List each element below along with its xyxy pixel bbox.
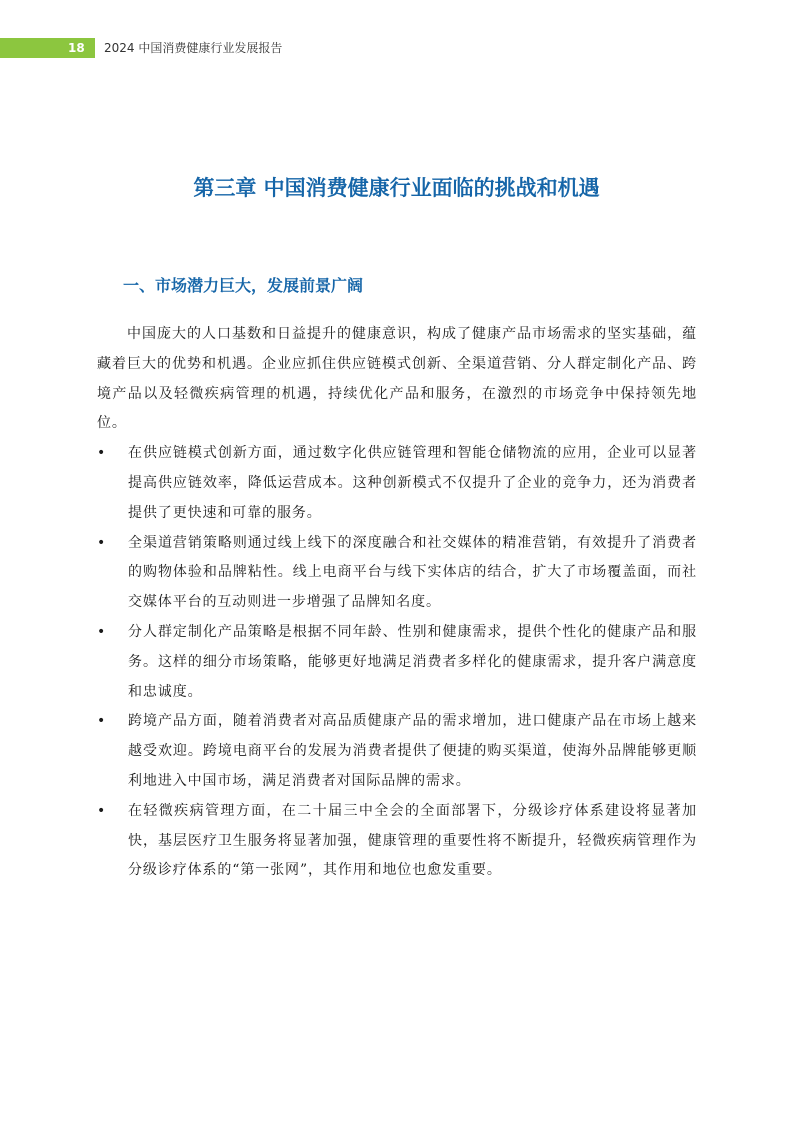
running-header-title: 2024 中国消费健康行业发展报告 [104,41,283,55]
body-content [97,320,697,886]
list-item [97,529,697,618]
list-item-text: 分人群定制化产品策略是根据不同年龄、性别和健康需求，提供个性化的健康产品和服务。这样的细分市场策略，能够更好地满足消费者多样化的健康需求，提升客户满意度和忠诚度。 [128,623,697,700]
list-item-text: 跨境产品方面，随着消费者对高品质健康产品的需求增加，进口健康产品在市场上越来越受欢迎。跨境电商平台的发展为消费者提供了便捷的购买渠道，使海外品牌能够更顺利地进入中国市场，满足消费者对国际品牌的需求。 [128,713,697,789]
list-item-text: 在轻微疾病管理方面，在二十届三中全会的全面部署下，分级诊疗体系建设将显著加快，基层医疗卫生服务将显著加强，健康管理的重要性将不断提升，轻微疾病管理作为分级诊疗体系的“第一张网”，其作用和地位也愈发重要。 [128,802,697,879]
section-title: 一、市场潜力巨大，发展前景广阔 [123,276,364,295]
bullet-icon: • [97,534,107,551]
page-number: 18 [68,41,85,55]
list-item [97,707,697,796]
bullet-icon: • [97,713,107,730]
list-item-text: 在供应链模式创新方面，通过数字化供应链管理和智能仓储物流的应用，企业可以显著提高供应链效率，降低运营成本。这种创新模式不仅提升了企业的竞争力，还为消费者提供了更快速和可靠的服务。 [128,445,697,521]
chapter-title: 第三章 中国消费健康行业面临的挑战和机遇 [193,176,600,200]
bullet-icon: • [97,623,107,640]
list-item-text: 全渠道营销策略则通过线上线下的深度融合和社交媒体的精准营销，有效提升了消费者的购物体验和品牌粘性。线上电商平台与线下实体店的结合，扩大了市场覆盖面，而社交媒体平台的互动则进一步增强了品牌知名度。 [128,534,697,611]
list-item [97,618,697,707]
bullet-icon: • [97,802,107,819]
bullet-icon: • [97,445,107,462]
intro-paragraph: 中国庞大的人口基数和日益提升的健康意识，构成了健康产品市场需求的坚实基础，蕴藏着巨大的优势和机遇。企业应抓住供应链模式创新、全渠道营销、分人群定制化产品、跨境产品以及轻微疾病管理的机遇，持续优化产品和服务，在激烈的市场竞争中保持领先地位。 [97,326,697,432]
bullet-list [97,439,697,886]
list-item [97,797,697,886]
list-item [97,439,697,528]
